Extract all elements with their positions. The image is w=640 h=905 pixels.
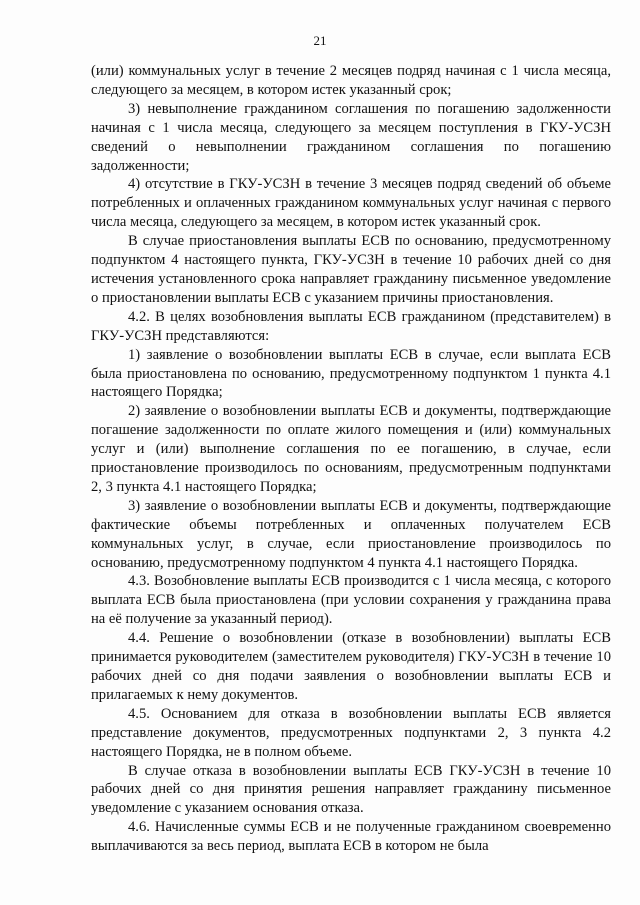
paragraph: 4) отсутствие в ГКУ-УСЗН в течение 3 месяцев подряд сведений об объеме потребленных и оплаченных гражданином коммунальных услуг начиная с первого числа месяца, следующего за месяцем, в котором истек указанный срок. bbox=[91, 176, 611, 231]
paragraph: 3) невыполнение гражданином соглашения по погашению задолженности начиная с 1 числа месяца, следующего за месяцем поступления в ГКУ-УСЗН сведений о невыполнении гражданином соглашения по погашению задолженности; bbox=[91, 100, 611, 174]
paragraph: 3) заявление о возобновлении выплаты ЕСВ и документы, подтверждающие фактические объемы потребленных и оплаченных получателем ЕСВ коммунальных услуг, в случае, если приостановление производилось по основанию, предусмотренному подпунктом 4 пункта 4.1 настоящего Порядка. bbox=[91, 497, 611, 571]
paragraph: 4.5. Основанием для отказа в возобновлении выплаты ЕСВ является представление документов, предусмотренных подпунктами 2, 3 пункта 4.2 настоящего Порядка, не в полном объеме. bbox=[91, 705, 611, 760]
paragraph: В случае приостановления выплаты ЕСВ по основанию, предусмотренному подпунктом 4 настоящего пункта, ГКУ-УСЗН в течение 10 рабочих дней со дня истечения установленного срока направляет гражданину письменное уведомление о приостановлении выплаты ЕСВ с указанием причины приостановления. bbox=[91, 233, 611, 306]
paragraph: 4.2. В целях возобновления выплаты ЕСВ гражданином (представителем) в ГКУ-УСЗН представляются: bbox=[91, 308, 611, 344]
paragraph: 4.4. Решение о возобновлении (отказе в возобновлении) выплаты ЕСВ принимается руководителем (заместителем руководителя) ГКУ-УСЗН в течение 10 рабочих дней со дня подачи заявления о возобновлении выплаты ЕСВ и прилагаемых к нему документов. bbox=[91, 630, 611, 703]
paragraph: 2) заявление о возобновлении выплаты ЕСВ и документы, подтверждающие погашение задолженности по оплате жилого помещения и (или) коммунальных услуг и (или) выполнение соглашения по ее погашению, в случае, если приостановление производилось по основаниям, предусмотренным подпунктами 2, 3 пункта 4.1 настоящего Порядка; bbox=[91, 403, 611, 495]
paragraph: В случае отказа в возобновлении выплаты ЕСВ ГКУ-УСЗН в течение 10 рабочих дней со дня принятия решения направляет гражданину письменное уведомление с указанием основания отказа. bbox=[91, 762, 611, 817]
paragraph: 4.6. Начисленные суммы ЕСВ и не полученные гражданином своевременно выплачиваются за весь период, выплата ЕСВ в котором не была bbox=[91, 819, 611, 855]
paragraph: 1) заявление о возобновлении выплаты ЕСВ в случае, если выплата ЕСВ была приостановлена по основанию, предусмотренному подпунктом 1 пункта 4.1 настоящего Порядка; bbox=[91, 346, 611, 401]
document-body bbox=[91, 62, 611, 856]
paragraph: 4.3. Возобновление выплаты ЕСВ производится с 1 числа месяца, с которого выплата ЕСВ была приостановлена (при условии сохранения у гражданина права на её получение за указанный период). bbox=[91, 573, 611, 628]
paragraph: (или) коммунальных услуг в течение 2 месяцев подряд начиная с 1 числа месяца, следующего за месяцем, в котором истек указанный срок; bbox=[91, 63, 611, 98]
page-number: 21 bbox=[313, 33, 327, 48]
